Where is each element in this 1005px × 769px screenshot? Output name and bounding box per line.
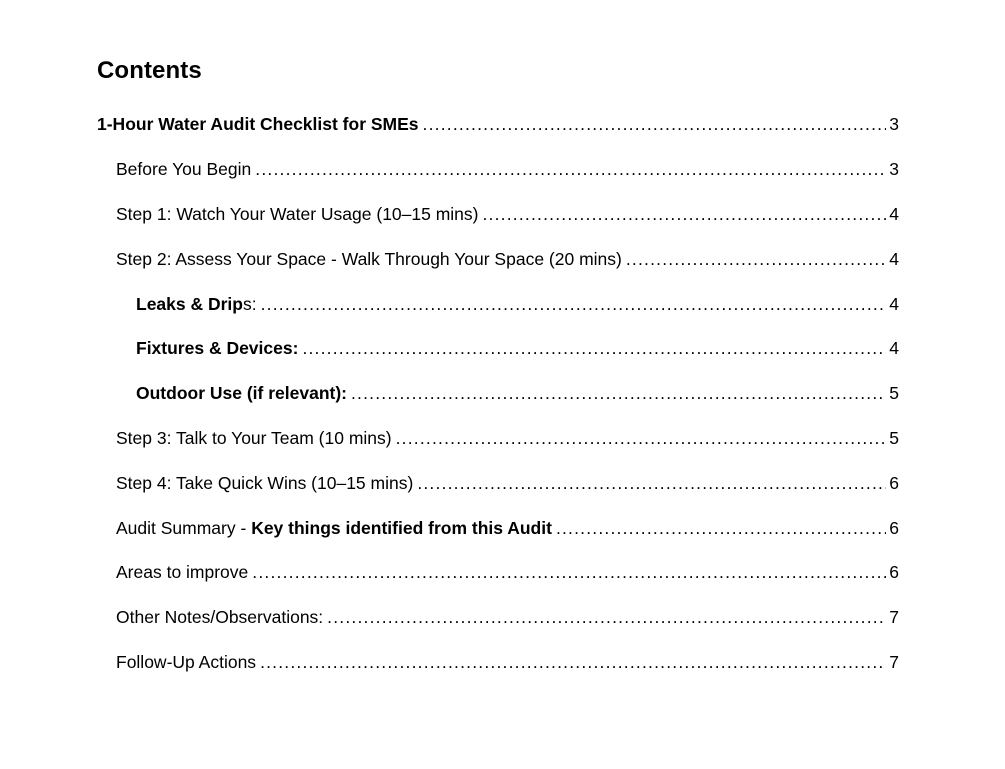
toc-entry-title [97,110,419,138]
dot-leader [351,379,886,407]
toc-entry-title-text: Areas to improve [116,562,249,583]
dot-leader [396,424,887,452]
toc-page-number: 7 [889,607,899,628]
toc-entry-link[interactable] [116,424,1005,452]
toc-page-number: 5 [889,383,899,404]
toc-entry [0,326,1005,371]
toc-entry-link[interactable] [136,290,1005,318]
toc-entry [0,416,1005,461]
toc-page-number: 4 [889,293,899,314]
toc-entry [0,505,1005,550]
toc-entry-title [116,469,413,497]
toc-entry [0,550,1005,595]
toc-entry-title-text: Step 1: Watch Your Water Usage (10–15 mins) [116,203,479,224]
toc-entry-title-text: Fixtures & Devices: [136,338,299,359]
toc-entry-title [116,424,392,452]
toc-entry-title-text: Follow-Up Actions [116,651,257,672]
dot-leader [423,110,887,138]
toc-entry-title [116,245,622,273]
toc-entry-link[interactable] [116,514,1005,542]
toc-page-number: 6 [889,517,899,538]
toc-entry-link[interactable] [136,379,1005,407]
toc-entry-title-text: s: [242,293,257,314]
toc-entry-title [116,558,248,586]
toc-entry-title-text: 1-Hour Water Audit Checklist for SMEs [97,114,419,135]
toc-entry-link[interactable] [116,558,1005,586]
toc-entry-link[interactable] [97,110,1005,138]
toc-entry [0,595,1005,640]
dot-leader [626,245,886,273]
toc-entry-title-text: Audit Summary - [116,517,252,538]
toc-entry-title-text: Leaks & Drip [136,293,243,314]
toc-entry-title [136,379,347,407]
toc-heading: Contents [97,57,202,84]
dot-leader [556,514,886,542]
toc-entry [0,192,1005,237]
dot-leader [261,290,887,318]
toc-page-number: 7 [889,651,899,672]
toc-entry-link[interactable] [116,469,1005,497]
toc-entry [0,102,1005,147]
toc-entry [0,147,1005,192]
toc-entry-title-text: Other Notes/Observations: [116,607,324,628]
toc-entry-link[interactable] [136,334,1005,362]
dot-leader [255,155,886,183]
toc-entry [0,281,1005,326]
toc-entry-title-text: Outdoor Use (if relevant): [136,383,347,404]
toc-entry-title-text: Step 4: Take Quick Wins (10–15 mins) [116,472,414,493]
toc-entry-link[interactable] [116,245,1005,273]
toc-page-number: 4 [889,203,899,224]
toc-entry-title [116,648,256,676]
toc-entry-link[interactable] [116,603,1005,631]
toc-entry-title-text: Step 2: Assess Your Space - Walk Through Your Space (20 mins) [116,248,622,269]
dot-leader [483,200,887,228]
toc-entry-title [116,603,323,631]
toc-page-number: 6 [889,562,899,583]
toc-entry [0,460,1005,505]
toc-entry-title [116,200,479,228]
toc-page-number: 3 [889,114,899,135]
toc-entry-title-text: Key things identified from this Audit [251,517,552,538]
toc-entry [0,640,1005,685]
toc-entry-title [136,290,257,318]
toc-page-number: 3 [889,159,899,180]
dot-leader [327,603,886,631]
toc-page-number: 5 [889,427,899,448]
toc-entry [0,371,1005,416]
toc-entry-link[interactable] [116,200,1005,228]
dot-leader [417,469,886,497]
toc-page-number: 6 [889,472,899,493]
table-of-contents [0,102,1005,684]
toc-entry-title [136,334,298,362]
dot-leader [260,648,886,676]
toc-entry-title [116,514,552,542]
toc-entry-link[interactable] [116,648,1005,676]
toc-entry-title [116,155,251,183]
toc-page-number: 4 [889,248,899,269]
toc-entry [0,236,1005,281]
toc-page-number: 4 [889,338,899,359]
toc-entry-title-text: Before You Begin [116,159,252,180]
dot-leader [252,558,886,586]
dot-leader [302,334,886,362]
toc-entry-title-text: Step 3: Talk to Your Team (10 mins) [116,427,392,448]
toc-entry-link[interactable] [116,155,1005,183]
